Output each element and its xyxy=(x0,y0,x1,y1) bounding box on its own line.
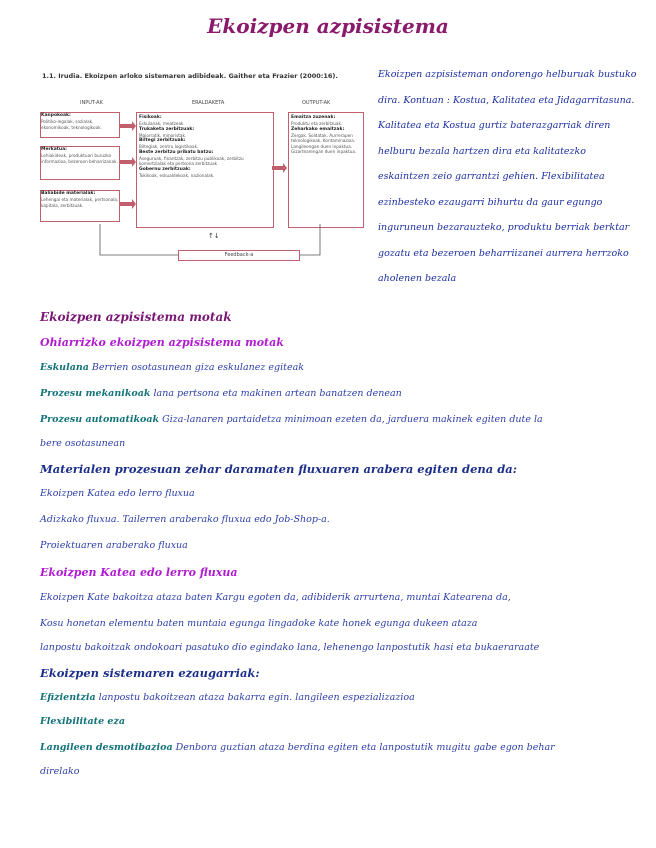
note-line xyxy=(40,362,304,373)
updown-arrows-icon: ↑↓ xyxy=(208,232,220,240)
input-text: Politiko-legalak, sozialak, ekonomikoak, teknologikoak. xyxy=(41,119,102,130)
note-line xyxy=(40,742,555,753)
note-line xyxy=(40,488,195,499)
note-line xyxy=(40,618,477,629)
note-line xyxy=(40,388,402,399)
output-text: Produktu eta zerbitzuak. xyxy=(291,121,343,126)
note-text: Proiektuaren araberako fluxua xyxy=(40,540,188,551)
process-head: Gobernu zerbitzuak: xyxy=(139,166,191,172)
note-line xyxy=(40,642,539,653)
note-text: Ekoizpen Katea edo lerro fluxua xyxy=(40,488,195,499)
note-line xyxy=(40,414,543,425)
arrow-right-icon xyxy=(120,157,136,167)
output-head: Zeharkako emaitzak: xyxy=(291,126,345,132)
output-head: Emaitza zuzenak: xyxy=(291,115,336,120)
note-text: Adizkako fluxua. Tailerren araberako fluxua edo Job-Shop-a. xyxy=(40,514,330,525)
process-column-label: ERALDAKETA xyxy=(192,100,225,106)
note-text: Ekoizpen Katea edo lerro fluxua xyxy=(40,566,238,579)
feedback-box: Feedback-a xyxy=(178,250,300,261)
process-text: Tokikoak, eskualdekoak, nazionalak. xyxy=(139,172,215,178)
figure-arrows xyxy=(40,100,370,265)
process-text: Aseguruak, finantzak, zerbitzu publikoak, zerbitzu komertzialak eta pertsona zerbitzuak xyxy=(139,155,244,166)
note-label: Prozesu mekanikoak xyxy=(40,388,151,399)
input-column-label: INPUT-AK xyxy=(80,100,103,106)
note-text: Giza-lanaren partaidetza minimoan ezeten da, jarduera makinek egiten dute la xyxy=(159,414,543,425)
arrow-right-icon xyxy=(120,199,136,209)
process-head: Biltegi zerbitzuak: xyxy=(139,138,186,143)
input-text: Lehengai eta materialak, pertsonala, kapitala, zerbitzuak. xyxy=(41,197,119,208)
note-line xyxy=(40,666,260,680)
process-text: Eskulanak, meatzeak xyxy=(139,121,184,126)
page-title: Ekoizpen azpisistema xyxy=(207,14,449,38)
note-line xyxy=(40,566,237,579)
note-line xyxy=(40,766,79,777)
note-text: Ekoizpen azpisistema motak xyxy=(40,310,232,324)
note-text: lanpostu bakoitzak ondokoari pasatuko dio egindako lana, lehenengo lanpostutik hasi eta bukaeraraate xyxy=(40,642,540,653)
process-head: Fisikoak: xyxy=(139,115,162,120)
note-text: Kosu honetan elementu baten muntaia egunga lingadoke kate honek egunga dukeen ataza xyxy=(40,618,478,629)
note-line xyxy=(40,336,284,349)
note-line xyxy=(40,716,125,727)
note-label: Efizientzia xyxy=(40,692,96,703)
process-head: Beste zerbitzu pribatu batzu: xyxy=(139,149,214,155)
input-head: Kanpokoak: xyxy=(41,113,71,118)
note-label: Eskulana xyxy=(40,362,89,373)
feedback-line xyxy=(100,224,178,255)
input-head: Baliabide materialak: xyxy=(41,191,96,196)
process-head: Trukaketa zerbitzuak: xyxy=(139,126,195,132)
note-line xyxy=(40,438,125,449)
output-column-label: OUTPUT-AK xyxy=(302,100,331,106)
note-text: Ekoizpen Kate bakoitza ataza baten Kargu egoten da, adibiderik arrurtena, muntai Katearena da, xyxy=(40,592,511,603)
process-text: Maiorratik, minoristak. xyxy=(139,132,187,138)
note-text: lanpostu bakoitzean ataza bakarra egin. langileen espezializazioa xyxy=(95,692,415,703)
output-text: Zergak. Soldatak. Aurrerapen teknologikoak. Kontaminazioa. Langileengan duen inpaktua. Gizartearengan duen inpaktua. xyxy=(291,132,357,154)
note-text: bere osotasunean xyxy=(40,438,126,449)
input-head: Merkatua: xyxy=(41,147,67,152)
right-paragraph: Ekoizpen azpisisteman ondorengo helburuak bustuko dira. Kontuan : Kostua, Kalitatea eta Jidagarritasuna. Kalitatea eta Kostua gurtiz baterazgarriak diren helburu bezala hartzen dira eta kalitatezko eskaintzen zeio garrantzi gehien. Flexibilitatea ezinbesteko ezaugarri bihurtu da gaur egungo inguruneun bezarauzteko, produktu berriak berktar gozatu eta bezeroen beharriizanei aurrera herrzoko aholenen bezala xyxy=(378,69,637,284)
note-line xyxy=(40,462,517,476)
note-label: Prozesu automatikoak xyxy=(40,414,160,425)
note-text: Materialen prozesuan zehar daramaten fluxuaren arabera egiten dena da: xyxy=(40,462,517,476)
note-text: Ekoizpen sistemaren ezaugarriak: xyxy=(40,666,260,680)
note-text: Berrien osotasunean giza eskulanez egiteak xyxy=(88,362,304,373)
arrow-right-icon xyxy=(120,121,136,131)
note-line xyxy=(40,692,415,703)
note-text: direlako xyxy=(40,766,80,777)
input-text: Lehiakideak, produktuari buruzko informazioa, bezeroen beharrizanak. xyxy=(41,153,118,164)
note-text: lana pertsona eta makinen artean banatzen denean xyxy=(150,388,402,399)
process-text: Biltegiak, zentru logistikoak. xyxy=(139,144,199,149)
note-label: Langileen desmotibazioa xyxy=(40,742,173,753)
production-system-figure xyxy=(40,100,357,265)
note-line xyxy=(40,310,232,324)
note-label: Flexibilitate eza xyxy=(40,716,126,727)
note-text: Denbora guztian ataza berdina egiten eta lanpostutik mugitu gabe egon behar xyxy=(172,742,555,753)
feedback-line xyxy=(300,224,320,255)
note-line xyxy=(40,514,330,525)
arrow-right-icon xyxy=(272,163,287,173)
note-text: Ohiarrizko ekoizpen azpisistema motak xyxy=(40,336,284,349)
figure-caption: 1.1. Irudia. Ekoizpen arloko sistemaren adibideak. Gaither eta Frazier (2000:16). xyxy=(42,72,338,80)
note-line xyxy=(40,592,511,603)
note-line xyxy=(40,540,188,551)
